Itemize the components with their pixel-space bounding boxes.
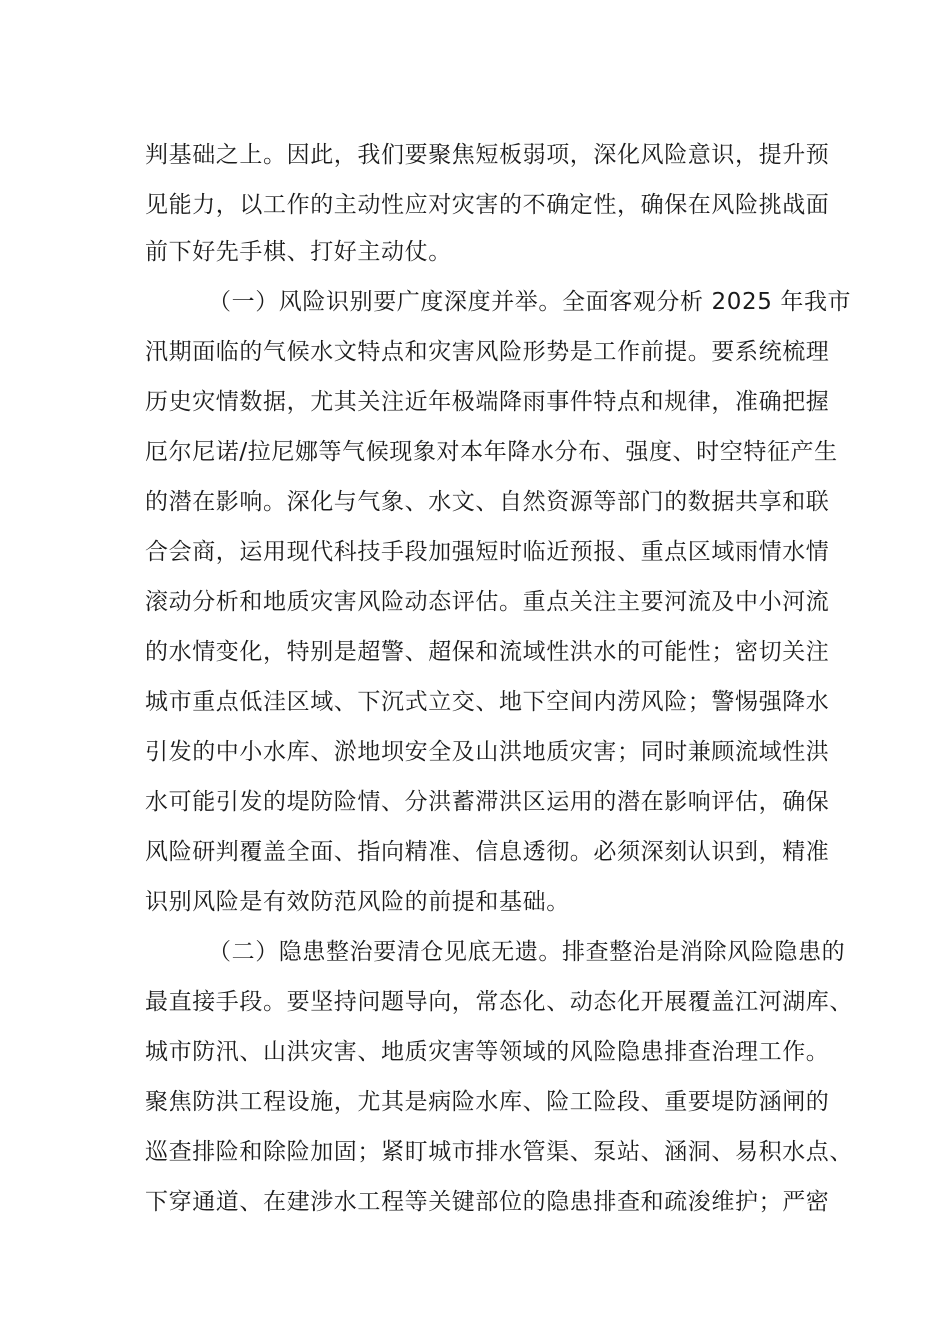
section-heading-line: （一）风险识别要广度深度并举。全面客观分析 2025 年我市 — [208, 289, 852, 315]
text-line: 识别风险是有效防范风险的前提和基础。 — [145, 889, 570, 915]
text-line: 聚焦防洪工程设施，尤其是病险水库、险工险段、重要堤防涵闸的 — [145, 1089, 830, 1115]
text-line: 判基础之上。因此，我们要聚焦短板弱项，深化风险意识，提升预 — [145, 142, 830, 168]
text-line: 历史灾情数据，尤其关注近年极端降雨事件特点和规律，准确把握 — [145, 389, 830, 415]
text-line: 的水情变化，特别是超警、超保和流域性洪水的可能性；密切关注 — [145, 639, 830, 665]
text-line: 最直接手段。要坚持问题导向，常态化、动态化开展覆盖江河湖库、 — [145, 989, 853, 1015]
text-line: 引发的中小水库、淤地坝安全及山洪地质灾害；同时兼顾流域性洪 — [145, 739, 830, 765]
text-line: 的潜在影响。深化与气象、水文、自然资源等部门的数据共享和联 — [145, 489, 830, 515]
text-line: 巡查排险和除险加固；紧盯城市排水管渠、泵站、涵洞、易积水点、 — [145, 1139, 853, 1165]
text-line: 下穿通道、在建涉水工程等关键部位的隐患排查和疏浚维护；严密 — [145, 1189, 830, 1215]
text-line: 厄尔尼诺/拉尼娜等气候现象对本年降水分布、强度、时空特征产生 — [145, 439, 838, 465]
text-line: 城市防汛、山洪灾害、地质灾害等领域的风险隐患排查治理工作。 — [145, 1039, 830, 1065]
text-line: 合会商，运用现代科技手段加强短时临近预报、重点区域雨情水情 — [145, 539, 830, 565]
section-heading-line: （二）隐患整治要清仓见底无遗。排查整治是消除风险隐患的 — [208, 939, 846, 965]
text-line: 见能力，以工作的主动性应对灾害的不确定性，确保在风险挑战面 — [145, 192, 830, 218]
text-line: 水可能引发的堤防险情、分洪蓄滞洪区运用的潜在影响评估，确保 — [145, 789, 830, 815]
text-line: 风险研判覆盖全面、指向精准、信息透彻。必须深刻认识到，精准 — [145, 839, 830, 865]
text-line: 城市重点低洼区域、下沉式立交、地下空间内涝风险；警惕强降水 — [145, 689, 830, 715]
text-line: 汛期面临的气候水文特点和灾害风险形势是工作前提。要系统梳理 — [145, 339, 830, 365]
text-line: 滚动分析和地质灾害风险动态评估。重点关注主要河流及中小河流 — [145, 589, 830, 615]
text-line: 前下好先手棋、打好主动仗。 — [145, 239, 452, 265]
